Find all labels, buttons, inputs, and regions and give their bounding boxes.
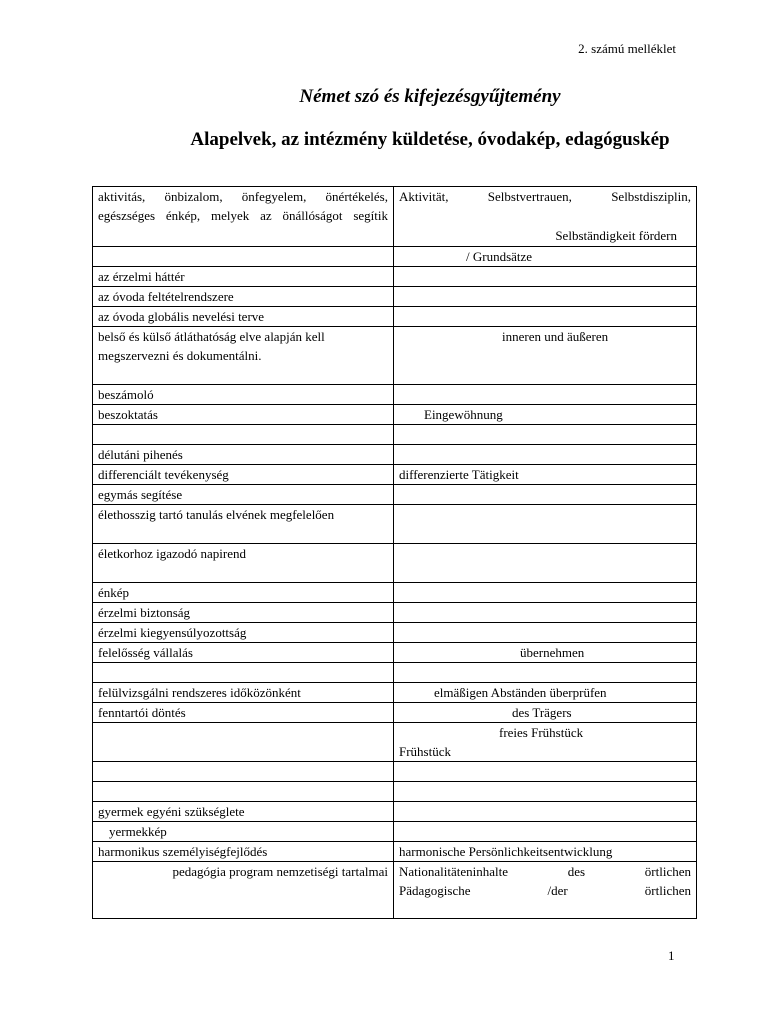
german-term-line: Nationalitäteninhalte des örtlichen [399, 864, 691, 879]
german-term-line: Frühstück [399, 744, 451, 759]
german-term: elmäßigen Abständen überprüfen [394, 683, 697, 703]
hungarian-term [93, 247, 394, 267]
german-term [394, 544, 697, 583]
hungarian-term [93, 762, 394, 782]
table-row [93, 663, 697, 683]
hungarian-term: pedagógia program nemzetiségi tartalmai [93, 862, 394, 919]
german-term [394, 445, 697, 465]
table-row [93, 623, 697, 643]
german-term [394, 485, 697, 505]
annex-label: 2. számú melléklet [578, 41, 676, 56]
hungarian-term: beszámoló [93, 385, 394, 405]
german-term [394, 603, 697, 623]
hungarian-term: yermekkép [93, 822, 394, 842]
table-row [93, 544, 697, 583]
german-term [394, 822, 697, 842]
hungarian-term: egymás segítése [93, 485, 394, 505]
table-row [93, 822, 697, 842]
table-row [93, 762, 697, 782]
hungarian-term: délutáni pihenés [93, 445, 394, 465]
german-term: harmonische Persönlichkeitsentwicklung [394, 842, 697, 862]
german-term: des Trägers [394, 703, 697, 723]
table-row [93, 405, 697, 425]
german-term [394, 663, 697, 683]
table-row [93, 603, 697, 623]
table-row [93, 862, 697, 919]
table-row [93, 327, 697, 385]
table-row [93, 782, 697, 802]
table-row [93, 445, 697, 465]
hungarian-term [93, 425, 394, 445]
spacer [399, 206, 691, 226]
hungarian-term: az óvoda globális nevelési terve [93, 307, 394, 327]
hungarian-term: énkép [93, 583, 394, 603]
table-row [93, 287, 697, 307]
german-term-line: Aktivität, Selbstvertrauen, Selbstdisziplin, [399, 189, 691, 204]
document-subtitle: Alapelvek, az intézmény küldetése, óvodakép, edagóguskép [190, 129, 670, 150]
table-row [93, 583, 697, 603]
table-row [93, 505, 697, 544]
german-term [394, 802, 697, 822]
table-row [93, 485, 697, 505]
german-term [394, 762, 697, 782]
german-term [394, 307, 697, 327]
german-term [394, 425, 697, 445]
table-row [93, 802, 697, 822]
german-term [394, 287, 697, 307]
german-term [394, 583, 697, 603]
table-row [93, 643, 697, 663]
hungarian-term: gyermek egyéni szükséglete [93, 802, 394, 822]
hungarian-term: belső és külső átláthatóság elve alapján kell megszervezni és dokumentálni. [93, 327, 394, 385]
hungarian-term: felülvizsgálni rendszeres időközönként [93, 683, 394, 703]
table-row [93, 267, 697, 287]
german-term [394, 723, 697, 762]
hungarian-term: az óvoda feltételrendszere [93, 287, 394, 307]
german-term [394, 623, 697, 643]
document-title: Német szó és kifejezésgyűjtemény [299, 86, 561, 107]
german-term [394, 385, 697, 405]
german-term-line: Pädagogische /der örtlichen [399, 883, 691, 898]
german-term: Eingewöhnung [394, 405, 697, 425]
german-term [394, 862, 697, 919]
page-number: 1 [668, 948, 675, 963]
german-term [394, 505, 697, 544]
table-row [93, 425, 697, 445]
hungarian-term: beszoktatás [93, 405, 394, 425]
table-row [93, 307, 697, 327]
german-term [394, 782, 697, 802]
hungarian-term: felelősség vállalás [93, 643, 394, 663]
hungarian-term: élethosszig tartó tanulás elvének megfelelően [93, 505, 394, 544]
table-row [93, 683, 697, 703]
german-term: differenzierte Tätigkeit [394, 465, 697, 485]
hungarian-term: harmonikus személyiségfejlődés [93, 842, 394, 862]
hungarian-term: fenntartói döntés [93, 703, 394, 723]
table-row [93, 723, 697, 762]
table-row [93, 247, 697, 267]
german-term-line: freies Frühstück [499, 725, 584, 740]
table-row [93, 385, 697, 405]
hungarian-term [93, 782, 394, 802]
german-term-line: Selbständigkeit fördern [555, 228, 677, 243]
hungarian-term [93, 663, 394, 683]
german-term [394, 187, 697, 247]
german-term [394, 267, 697, 287]
hungarian-term [93, 723, 394, 762]
hungarian-term: differenciált tevékenység [93, 465, 394, 485]
german-term: übernehmen [394, 643, 697, 663]
hungarian-term: aktivitás, önbizalom, önfegyelem, önértékelés, egészséges énkép, melyek az önállóságot segítik [93, 187, 394, 247]
vocabulary-table [92, 186, 697, 919]
table-row [93, 703, 697, 723]
german-term: / Grundsätze [394, 247, 697, 267]
hungarian-term: érzelmi kiegyensúlyozottság [93, 623, 394, 643]
german-term: inneren und äußeren [394, 327, 697, 385]
table-row [93, 187, 697, 247]
hungarian-term: az érzelmi háttér [93, 267, 394, 287]
hungarian-term: életkorhoz igazodó napirend [93, 544, 394, 583]
table-row [93, 842, 697, 862]
hungarian-term: érzelmi biztonság [93, 603, 394, 623]
table-row [93, 465, 697, 485]
